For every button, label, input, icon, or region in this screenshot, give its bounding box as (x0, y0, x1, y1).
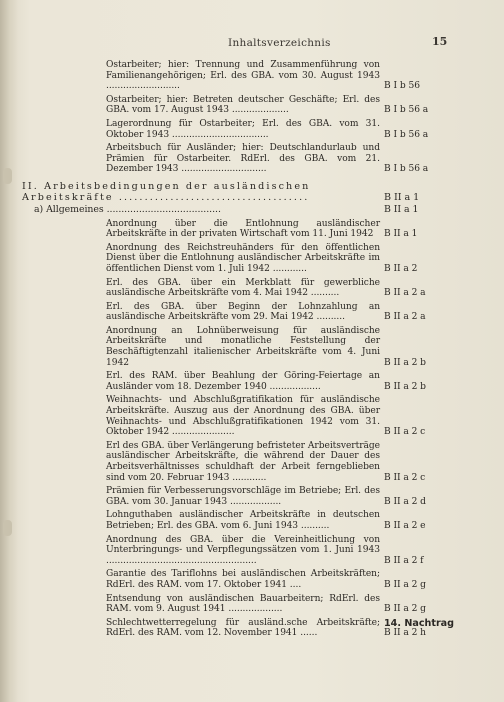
toc-entry-text: Garantie des Tariflohns bei ausländischen Arbeitskräften; RdErl. des RAM. vom 17. Oktober 1941 .... (106, 569, 380, 590)
page-number: 15 (432, 35, 448, 48)
toc-entry-ref: B II a 2 b (384, 357, 426, 368)
toc-entry-ref: B II a 2 (384, 263, 418, 274)
toc-entry-text: Prämien für Verbesserungsvorschläge im Betriebe; Erl. des GBA. vom 30. Januar 1943 .................. (106, 486, 380, 507)
toc-entry-ref: B II a 2 c (384, 472, 426, 483)
subsection-heading-label: a) Allgemeines ....................................... (34, 203, 221, 215)
toc-entry-ref: B II a 2 d (384, 496, 426, 507)
subsection-heading-ref: B II a 1 (384, 203, 419, 215)
toc-entry-text: Anordnung des GBA. über die Vereinheitlichung von Unterbringungs- und Verpflegungssätzen vom 1. Juni 1943 ..................................................... (106, 534, 380, 566)
toc-entry-text: Schlechtwetterregelung für ausländ.sche Arbeitskräfte; RdErl. des RAM. vom 12. November 1941 ...... (106, 617, 380, 639)
toc-entry (70, 371, 446, 392)
toc-entry-ref: B II a 2 a (384, 312, 426, 323)
supplement-label: 14. Nachtrag (384, 618, 455, 629)
toc-entry-text: Ostarbeiter; hier: Betreten deutscher Geschäfte; Erl. des GBA. vom 17. August 1943 .................... (106, 94, 380, 116)
subsection-heading (14, 205, 446, 216)
binding-edge (0, 0, 18, 702)
toc-entry-ref: B II a 2 g (384, 579, 426, 590)
toc-entry (70, 326, 446, 368)
page-title: Inhaltsverzeichnis (228, 37, 331, 49)
toc-entry-ref: B II a 2 a (384, 288, 426, 299)
toc-entry-text: Erl. des GBA. über ein Merkblatt für gewerbliche ausländische Arbeitskräfte vom 4. Mai 1942 .......... (106, 277, 380, 299)
toc-entry (70, 95, 446, 116)
toc-entry (70, 535, 446, 567)
toc-entry (70, 594, 446, 615)
toc-entry-text: Anordnung des Reichstreuhänders für den öffentlichen Dienst über die Entlohnung ausländischer Arbeitskräfte im öffentlichen Dienst vom 1. Juli 1942 ............ (106, 242, 380, 274)
toc-entry-text: Arbeitsbuch für Ausländer; hier: Deutschlandurlaub und Prämien für Ostarbeiter. RdErl. des GBA. vom 21. Dezember 1943 .............................. (106, 143, 380, 175)
punch-hole (3, 520, 12, 536)
toc-entry-text: Erl. des RAM. über Beahlung der Göring-Feiertage an Ausländer vom 18. Dezember 1940 .................. (106, 371, 380, 392)
toc-entry-text: Lohnguthaben ausländischer Arbeitskräfte in deutschen Betrieben; Erl. des GBA. vom 6. Juni 1943 .......... (106, 510, 380, 531)
toc-entry-text: Anordnung über die Entlohnung ausländischer Arbeitskräfte in der privaten Wirtschaft vom 11. Juni 1942 (106, 218, 380, 240)
toc-entry-ref: B II a 1 (384, 229, 418, 240)
toc-entry-ref: B I b 56 (384, 81, 420, 92)
toc-entry-text: Weihnachts- und Abschlußgratifikation für ausländische Arbeitskräfte. Auszug aus der Anordnung des GBA. über Weihnachts- und Abschlußgratifikationen 1942 vom 31. Oktober 1942 ...................... (106, 395, 380, 438)
section-heading (14, 181, 446, 203)
toc-entry (70, 119, 446, 140)
section-heading-ref: B II a 1 (384, 191, 420, 203)
toc-entry-ref: B I b 56 a (384, 164, 429, 175)
toc-entry-text: Entsendung von ausländischen Bauarbeitern; RdErl. des RAM. vom 9. August 1941 ................... (106, 593, 380, 615)
toc-entry-ref: B I b 56 a (384, 105, 429, 116)
toc-entry (70, 243, 446, 275)
toc-entry (70, 510, 446, 531)
punch-hole (3, 168, 12, 184)
toc-entry-ref: B II a 2 b (384, 381, 426, 392)
toc-entry (70, 60, 446, 92)
toc-entry-ref: B II a 2 f (384, 555, 424, 566)
toc-entry-ref: B II a 2 c (384, 427, 426, 438)
section-heading-label: II. Arbeitsbedingungen der ausländischen Arbeitskräfte ..................................... (22, 180, 311, 203)
toc-entry (70, 278, 446, 299)
toc-entry (70, 395, 446, 437)
toc-entry-ref: B I b 56 a (384, 129, 429, 140)
toc-entry (70, 569, 446, 590)
toc-entry-text: Lagerordnung für Ostarbeiter; Erl. des GBA. vom 31. Oktober 1943 .................................. (106, 118, 380, 140)
toc-entry (70, 486, 446, 507)
toc-entry (70, 219, 446, 240)
toc-entry-text: Ostarbeiter; hier: Trennung und Zusammenführung von Familienangehörigen; Erl. des GBA. vom 30. August 1943 .......................... (106, 60, 380, 92)
toc-entry-ref: B II a 2 h (384, 628, 426, 639)
toc-list (22, 60, 446, 642)
toc-entry-ref: B II a 2 g (384, 604, 426, 615)
toc-entry-text: Erl des GBA. über Verlängerung befristeter Arbeitsverträge ausländischer Arbeitskräfte, die während der Dauer des Arbeitsverhältnisses schuldhaft der Arbeit ferngeblieben sind vom 20. Februar 1943 ............ (106, 440, 380, 483)
toc-entry (70, 302, 446, 323)
toc-entry (70, 143, 446, 175)
toc-entry-ref: B II a 2 e (384, 520, 426, 531)
toc-entry-text: Anordnung an Lohnüberweisung für ausländische Arbeitskräfte und monatliche Feststellung der Beschäftigtenzahl italienischer Arbeitskräfte vom 4. Juni 1942 (106, 325, 380, 368)
toc-entry-text: Erl. des GBA. über Beginn der Lohnzahlung an ausländische Arbeitskräfte vom 29. Mai 1942 .......... (106, 301, 380, 323)
toc-entry (70, 441, 446, 483)
